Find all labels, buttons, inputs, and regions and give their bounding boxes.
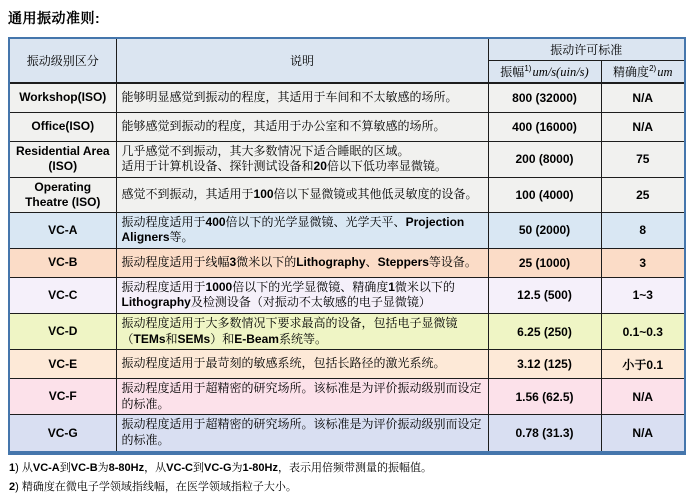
table-row xyxy=(10,379,684,415)
footnotes xyxy=(8,459,686,497)
amplitude-cell: 100 (4000) xyxy=(488,177,601,212)
amplitude-cell: 800 (32000) xyxy=(488,83,601,112)
level-cell: VC-B xyxy=(10,248,116,277)
description-cell: 能够感觉到振动的程度，其适用于办公室和不算敏感的场所。 xyxy=(116,112,488,141)
precision-cell: 75 xyxy=(601,141,684,177)
footnote-2: 2) 精确度在微电子学领域指线幅，在医学领域指粒子大小。 xyxy=(9,480,297,493)
amplitude-label: 振幅 xyxy=(500,65,525,79)
header-amplitude xyxy=(488,61,601,84)
header-precision xyxy=(601,61,684,84)
table xyxy=(10,39,684,451)
precision-cell: N/A xyxy=(601,83,684,112)
description-cell: 振动程度适用于大多数情况下要求最高的设备，包括电子显微镜（TEMs和SEMs）和E-Beam系统等。 xyxy=(116,314,488,350)
amplitude-cell: 0.78 (31.3) xyxy=(488,415,601,451)
table-row xyxy=(10,350,684,379)
description-cell: 能够明显感觉到振动的程度，其适用于车间和不太敏感的场所。 xyxy=(116,83,488,112)
level-cell: VC-A xyxy=(10,212,116,248)
description-cell: 振动程度适用于线幅3微米以下的Lithography、Steppers等设备。 xyxy=(116,248,488,277)
precision-cell: N/A xyxy=(601,112,684,141)
precision-cell: 8 xyxy=(601,212,684,248)
footnote-1: 1) 从VC-A到VC-B为8-80Hz，从VC-C到VC-G为1-80Hz，表示用倍频带测量的振幅值。 xyxy=(9,461,432,474)
precision-cell: 0.1~0.3 xyxy=(601,314,684,350)
amplitude-cell: 400 (16000) xyxy=(488,112,601,141)
table-row xyxy=(10,112,684,141)
level-cell: VC-F xyxy=(10,379,116,415)
table-header xyxy=(10,39,684,83)
table-row xyxy=(10,248,684,277)
precision-cell: N/A xyxy=(632,426,654,441)
level-cell: Office(ISO) xyxy=(10,112,116,141)
level-cell: VC-E xyxy=(10,350,116,379)
header-description: 说明 xyxy=(116,39,488,83)
description-cell: 振动程度适用于1000倍以下的光学显微镜、精确度1微米以下的Lithography及检测设备（对振动不太敏感的电子显微镜） xyxy=(116,277,488,313)
page-title: 通用振动准则: xyxy=(8,10,101,26)
description-cell: 振动程度适用于超精密的研究场所。该标准是为评价振动级别而设定的标准。 xyxy=(116,415,488,451)
description-cell: 感觉不到振动，其适用于100倍以下显微镜或其他低灵敏度的设备。 xyxy=(116,177,488,212)
precision-unit: um xyxy=(657,65,673,79)
amplitude-cell: 12.5 (500) xyxy=(488,277,601,313)
amplitude-cell: 3.12 (125) xyxy=(488,350,601,379)
amplitude-cell: 1.56 (62.5) xyxy=(488,379,601,415)
table-row xyxy=(10,415,684,451)
amplitude-unit: um/s(uin/s) xyxy=(532,65,589,79)
amplitude-cell: 200 (8000) xyxy=(488,141,601,177)
precision-cell: 25 xyxy=(601,177,684,212)
header-level: 振动级别区分 xyxy=(10,39,116,83)
amplitude-cell: 25 (1000) xyxy=(488,248,601,277)
table-row xyxy=(10,177,684,212)
precision-cell: 3 xyxy=(601,248,684,277)
description-cell: 振动程度适用于超精密的研究场所。该标准是为评价振动级别而设定的标准。 xyxy=(116,379,488,415)
level-cell: Operating Theatre (ISO) xyxy=(10,177,116,212)
level-cell: Workshop(ISO) xyxy=(10,83,116,112)
description-cell: 振动程度适用于400倍以下的光学显微镜、光学天平、Projection Aligners等。 xyxy=(116,212,488,248)
table-row xyxy=(10,141,684,177)
level-cell: VC-D xyxy=(10,314,116,350)
table-row xyxy=(10,212,684,248)
precision-label: 精确度 xyxy=(613,65,650,79)
header-row-main xyxy=(10,39,684,61)
amplitude-cell: 6.25 (250) xyxy=(488,314,601,350)
footnote-ref-2: 2) xyxy=(649,64,657,73)
footnote-ref-1: 1) xyxy=(524,64,532,73)
vibration-criteria-table xyxy=(8,37,686,455)
table-row xyxy=(10,314,684,350)
level-cell: VC-C xyxy=(10,277,116,313)
header-standard: 振动许可标准 xyxy=(488,39,684,61)
level-cell: VC-G xyxy=(10,415,116,451)
description-cell: 振动程度适用于最苛刻的敏感系统，包括长路径的激光系统。 xyxy=(116,350,488,379)
precision-cell: 1~3 xyxy=(601,277,684,313)
description-cell: 几乎感觉不到振动，其大多数情况下适合睡眠的区域。 适用于计算机设备、探针测试设备和20倍以下低功率显微镜。 xyxy=(116,141,488,177)
table-row xyxy=(10,277,684,313)
amplitude-cell: 50 (2000) xyxy=(488,212,601,248)
precision-cell: N/A xyxy=(601,379,684,415)
level-cell: Residential Area (ISO) xyxy=(10,141,116,177)
table-row xyxy=(10,83,684,112)
table-body xyxy=(10,83,684,451)
precision-cell: 小于0.1 xyxy=(601,350,684,379)
